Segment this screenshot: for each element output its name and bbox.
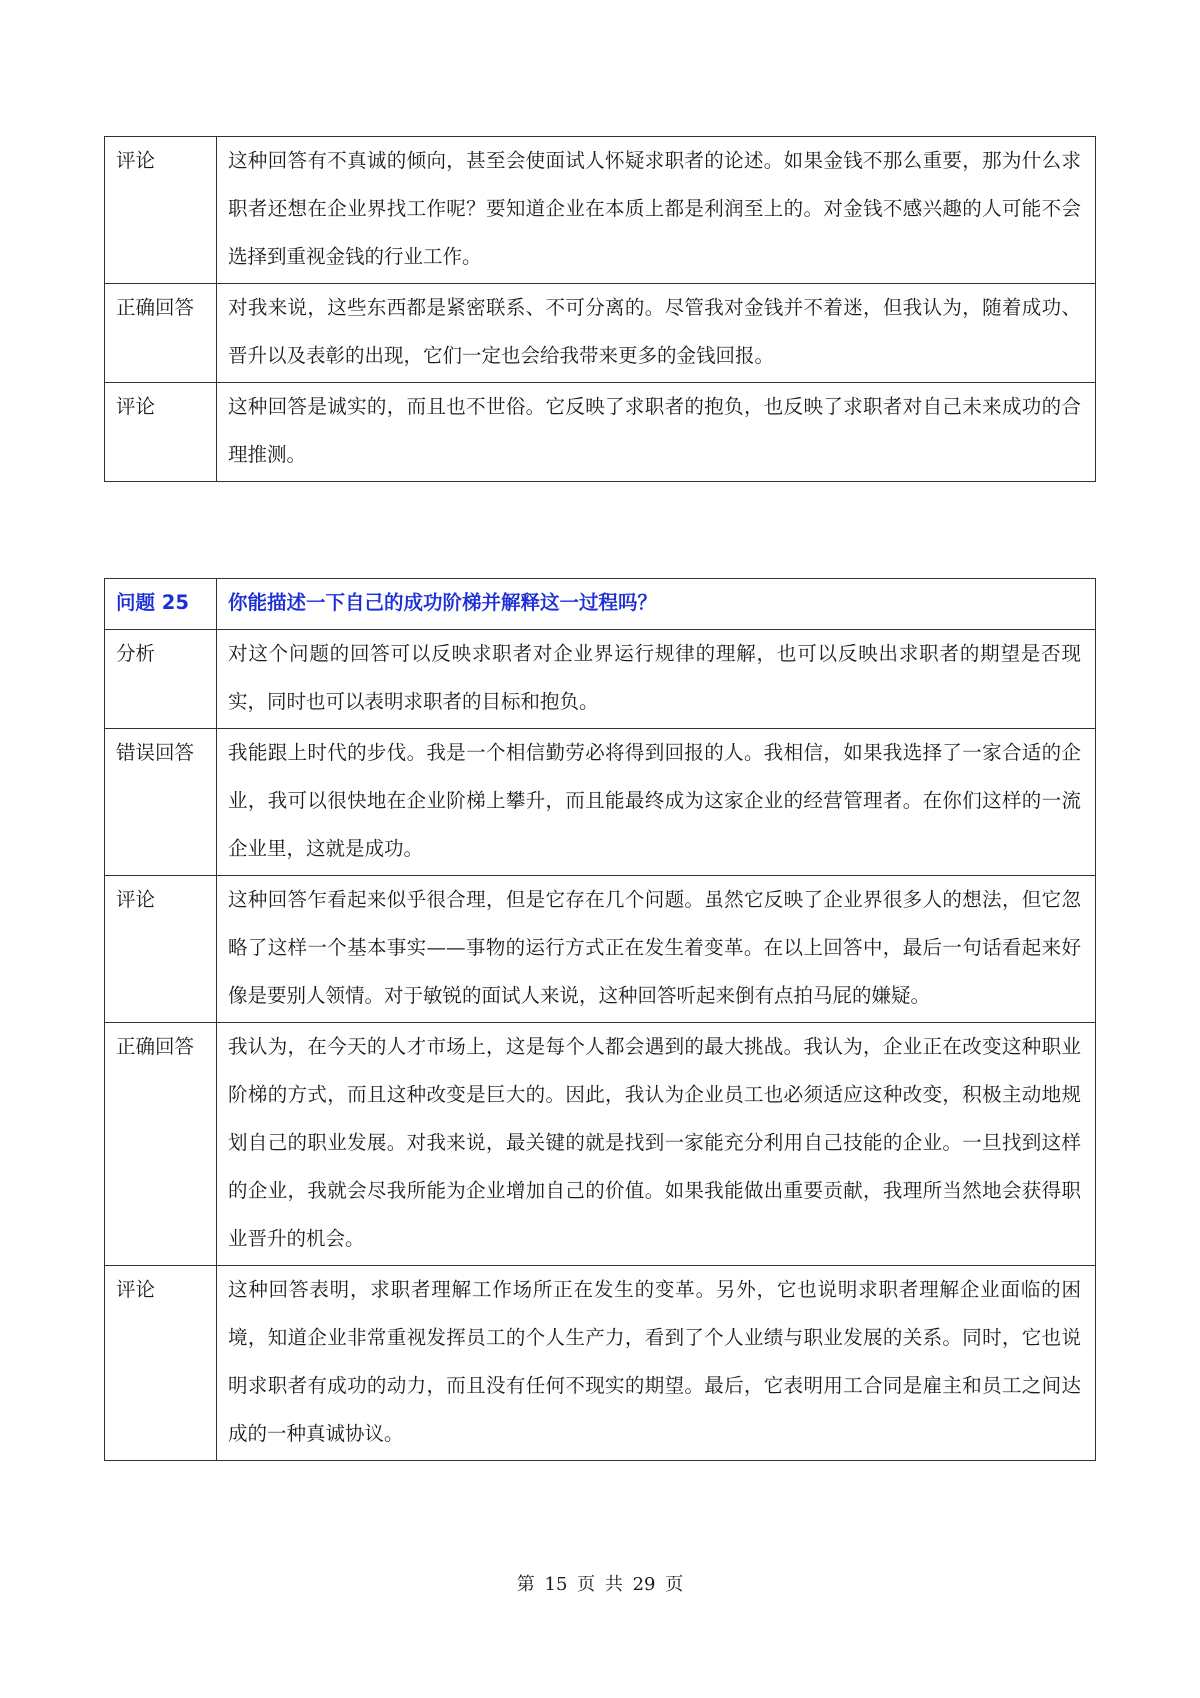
- row-label: 评论: [105, 383, 217, 482]
- table-row: [105, 137, 1096, 284]
- table-row: [105, 383, 1096, 482]
- table-row: [105, 729, 1096, 876]
- table-row: [105, 630, 1096, 729]
- table-row: [105, 876, 1096, 1023]
- row-text: 这种回答表明，求职者理解工作场所正在发生的变革。另外，它也说明求职者理解企业面临的困境，知道企业非常重视发挥员工的个人生产力，看到了个人业绩与职业发展的关系。同时，它也说明求职者有成功的动力，而且没有任何不现实的期望。最后，它表明用工合同是雇主和员工之间达成的一种真诚协议。: [217, 1266, 1096, 1461]
- question-number: 问题 25: [105, 579, 217, 630]
- table-row: [105, 1266, 1096, 1461]
- question-text: 你能描述一下自己的成功阶梯并解释这一过程吗？: [217, 579, 1096, 630]
- question-header-row: [105, 579, 1096, 630]
- table-row: [105, 284, 1096, 383]
- qa-table-continued: [104, 136, 1096, 482]
- row-text: 这种回答乍看起来似乎很合理，但是它存在几个问题。虽然它反映了企业界很多人的想法，但它忽略了这样一个基本事实——事物的运行方式正在发生着变革。在以上回答中，最后一句话看起来好像是要别人领情。对于敏锐的面试人来说，这种回答听起来倒有点拍马屁的嫌疑。: [217, 876, 1096, 1023]
- row-label: 评论: [105, 876, 217, 1023]
- row-label: 评论: [105, 137, 217, 284]
- row-label: 正确回答: [105, 284, 217, 383]
- row-text: 对这个问题的回答可以反映求职者对企业界运行规律的理解，也可以反映出求职者的期望是否现实，同时也可以表明求职者的目标和抱负。: [217, 630, 1096, 729]
- table-row: [105, 1023, 1096, 1266]
- row-label: 错误回答: [105, 729, 217, 876]
- row-label: 分析: [105, 630, 217, 729]
- row-text: 对我来说，这些东西都是紧密联系、不可分离的。尽管我对金钱并不着迷，但我认为，随着成功、晋升以及表彰的出现，它们一定也会给我带来更多的金钱回报。: [217, 284, 1096, 383]
- row-text: 这种回答有不真诚的倾向，甚至会使面试人怀疑求职者的论述。如果金钱不那么重要，那为什么求职者还想在企业界找工作呢？要知道企业在本质上都是利润至上的。对金钱不感兴趣的人可能不会选择到重视金钱的行业工作。: [217, 137, 1096, 284]
- row-label: 正确回答: [105, 1023, 217, 1266]
- row-text: 我能跟上时代的步伐。我是一个相信勤劳必将得到回报的人。我相信，如果我选择了一家合适的企业，我可以很快地在企业阶梯上攀升，而且能最终成为这家企业的经营管理者。在你们这样的一流企业里，这就是成功。: [217, 729, 1096, 876]
- row-text: 这种回答是诚实的，而且也不世俗。它反映了求职者的抱负，也反映了求职者对自己未来成功的合理推测。: [217, 383, 1096, 482]
- qa-table-question-25: [104, 578, 1096, 1461]
- row-text: 我认为，在今天的人才市场上，这是每个人都会遇到的最大挑战。我认为，企业正在改变这种职业阶梯的方式，而且这种改变是巨大的。因此，我认为企业员工也必须适应这种改变，积极主动地规划自己的职业发展。对我来说，最关键的就是找到一家能充分利用自己技能的企业。一旦找到这样的企业，我就会尽我所能为企业增加自己的价值。如果我能做出重要贡献，我理所当然地会获得职业晋升的机会。: [217, 1023, 1096, 1266]
- row-label: 评论: [105, 1266, 217, 1461]
- page-number-footer: 第 15 页 共 29 页: [516, 1574, 684, 1595]
